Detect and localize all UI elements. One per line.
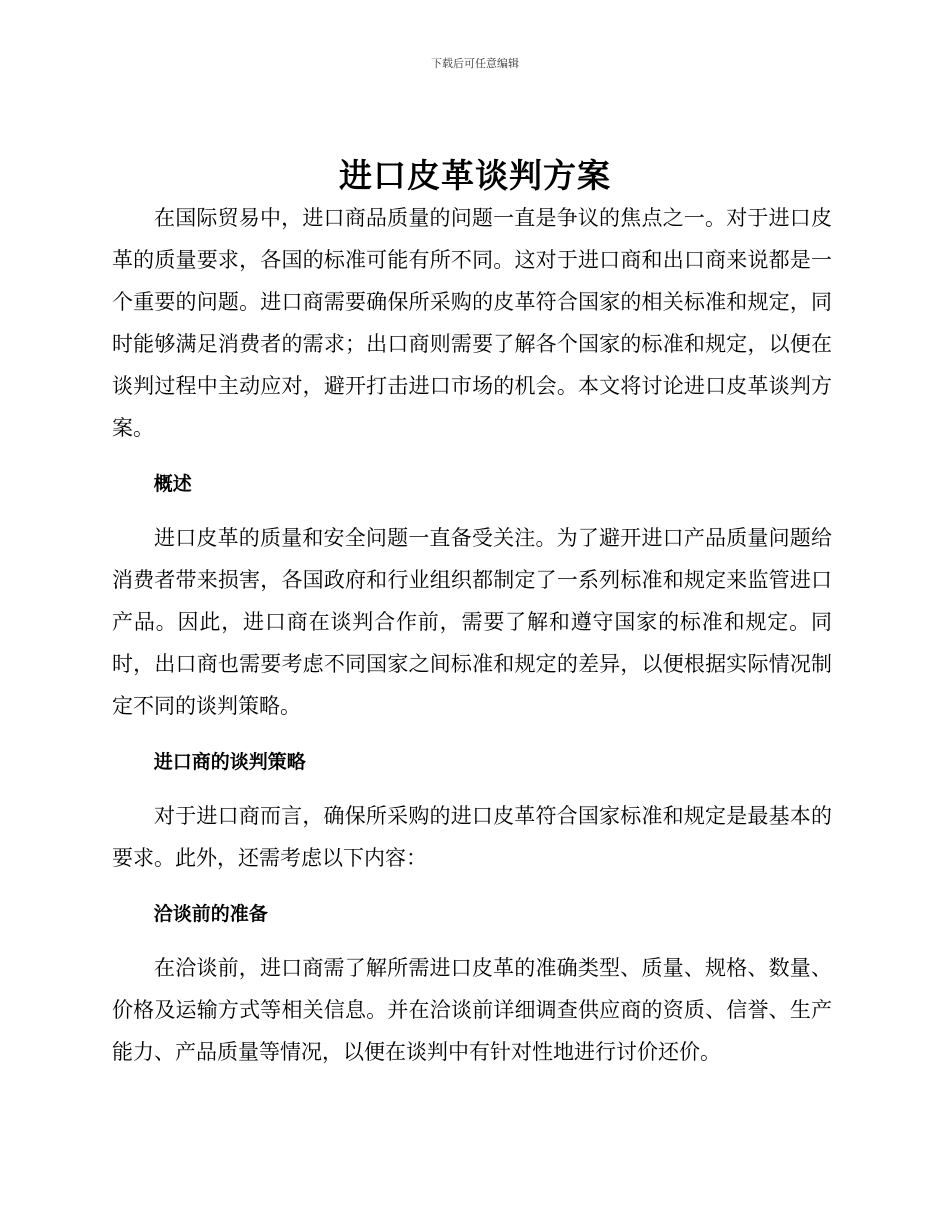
importer-strategy-paragraph: 对于进口商而言，确保所采购的进口皮革符合国家标准和规定是最基本的要求。此外，还需考虑以下内容： — [112, 804, 832, 870]
preparation-paragraph: 在洽谈前，进口商需了解所需进口皮革的准确类型、质量、规格、数量、价格及运输方式等相关信息。并在洽谈前详细调查供应商的资质、信誉、生产能力、产品质量等情况，以便在谈判中有针对性地进行讨价还价。 — [112, 956, 832, 1064]
section-heading-preparation: 洽谈前的准备 — [153, 903, 268, 925]
header-note: 下载后可任意编辑 — [431, 57, 519, 70]
section-heading-importer-strategy: 进口商的谈判策略 — [153, 751, 306, 773]
overview-paragraph: 进口皮革的质量和安全问题一直备受关注。为了避开进口产品质量问题给消费者带来损害，各国政府和行业组织都制定了一系列标准和规定来监管进口产品。因此，进口商在谈判合作前，需要了解和遵守国家的标准和规定。同时，出口商也需要考虑不同国家之间标准和规定的差异，以便根据实际情况制定不同的谈判策略。 — [112, 526, 832, 718]
document-title: 进口皮革谈判方案 — [339, 156, 611, 195]
document-body — [112, 197, 832, 1073]
section-heading-overview: 概述 — [153, 473, 192, 495]
intro-paragraph: 在国际贸易中，进口商品质量的问题一直是争议的焦点之一。对于进口皮革的质量要求，各国的标准可能有所不同。这对于进口商和出口商来说都是一个重要的问题。进口商需要确保所采购的皮革符合国家的相关标准和规定，同时能够满足消费者的需求；出口商则需要了解各个国家的标准和规定，以便在谈判过程中主动应对，避开打击进口市场的机会。本文将讨论进口皮革谈判方案。 — [112, 206, 832, 440]
